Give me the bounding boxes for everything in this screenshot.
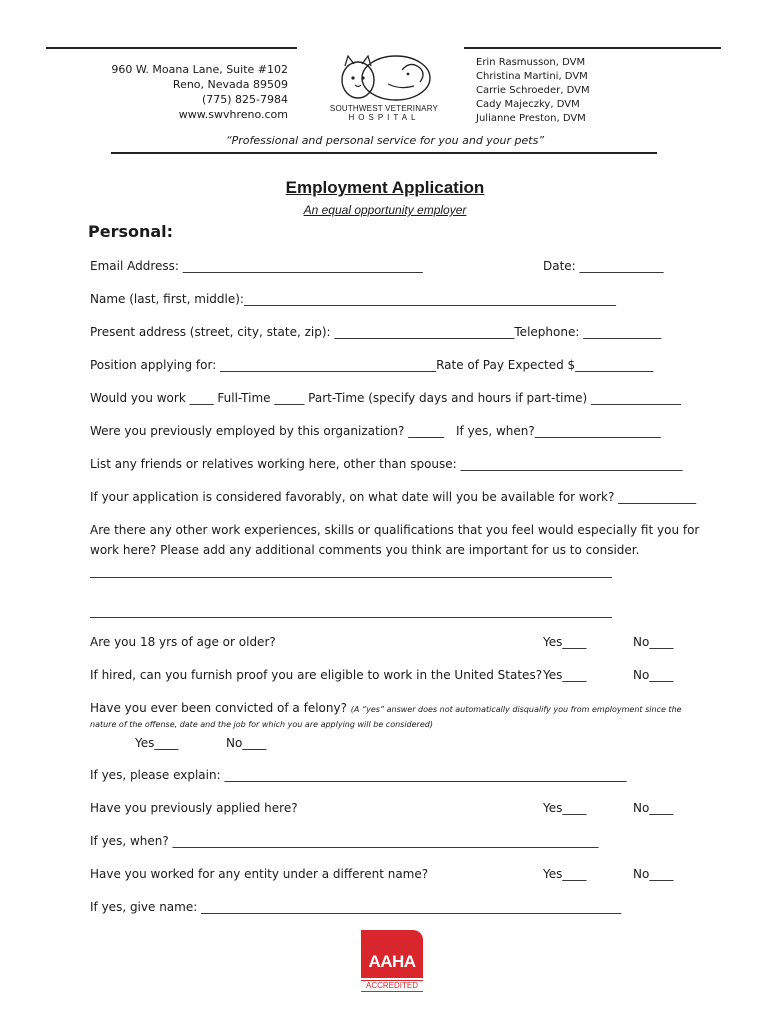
experience-question-cont: work here? Please add any additional comments you think are important for us to consider. xyxy=(90,543,640,557)
address-line: 960 W. Moana Lane, Suite #102 xyxy=(111,63,288,76)
felony-note-cont: nature of the offense, date and the job for which you are applying will be considered) xyxy=(90,720,433,729)
email-field[interactable]: Email Address: ________________________________________ xyxy=(90,259,423,273)
felony-no-field[interactable]: No____ xyxy=(226,736,267,750)
address-telephone-field[interactable]: Present address (street, city, state, zip): ______________________________Telephone: _____________ xyxy=(90,325,662,339)
comments-line-1[interactable]: _______________________________________________________________________________________ xyxy=(90,564,612,578)
work-type-field[interactable]: Would you work ____ Full-Time _____ Part-Time (specify days and hours if part-time) _______________ xyxy=(90,391,682,405)
previously-employed-field[interactable]: Were you previously employed by this organization? ______ xyxy=(90,424,445,438)
work-eligibility-question: If hired, can you furnish proof you are eligible to work in the United States? xyxy=(90,668,543,682)
friends-relatives-field[interactable]: List any friends or relatives working here, other than spouse: _____________________________________ xyxy=(90,457,683,471)
aaha-badge-text: AAHA xyxy=(368,952,416,971)
experience-question: Are there any other work experiences, skills or qualifications that you feel would especially fit you for xyxy=(90,523,700,537)
doctor-list xyxy=(476,56,590,126)
applied-yes-field[interactable]: Yes____ xyxy=(543,801,587,815)
phone-number: (775) 825-7984 xyxy=(201,93,288,106)
header-rule-bottom xyxy=(111,152,657,154)
age-yes-field[interactable]: Yes____ xyxy=(543,635,587,649)
header-rule-left xyxy=(46,47,297,49)
aaha-accredited-badge xyxy=(361,930,423,994)
clinic-address xyxy=(100,62,288,122)
tagline: “Professional and personal service for you and your pets” xyxy=(225,134,545,147)
felony-yes-field[interactable]: Yes____ xyxy=(135,736,179,750)
comments-line-2[interactable]: _______________________________________________________________________________________ xyxy=(90,604,612,618)
header-rule-right xyxy=(464,47,721,49)
age-no-field[interactable]: No____ xyxy=(633,635,674,649)
age-question: Are you 18 yrs of age or older? xyxy=(90,635,276,649)
address-line: Reno, Nevada 89509 xyxy=(172,78,288,91)
explain-field[interactable]: If yes, please explain: ___________________________________________________________________ xyxy=(90,768,627,782)
page-title: Employment Application xyxy=(285,178,485,197)
applied-before-question: Have you previously applied here? xyxy=(90,801,298,815)
name-field[interactable]: Name (last, first, middle):______________________________________________________________ xyxy=(90,292,616,306)
clinic-logo-name xyxy=(328,104,440,122)
applied-when-field[interactable]: If yes, when? _______________________________________________________________________ xyxy=(90,834,599,848)
felony-note: (A “yes” answer does not automatically disqualify you from employment since the xyxy=(350,705,682,714)
doctor-name: Julianne Preston, DVM xyxy=(476,113,586,124)
aaha-badge-subtext: ACCREDITED xyxy=(361,980,423,992)
doctor-name: Erin Rasmusson, DVM xyxy=(476,57,586,68)
give-name-field[interactable]: If yes, give name: ______________________________________________________________________ xyxy=(90,900,622,914)
different-name-question: Have you worked for any entity under a different name? xyxy=(90,867,429,881)
eligibility-no-field[interactable]: No____ xyxy=(633,668,674,682)
doctor-name: Christina Martini, DVM xyxy=(476,71,588,82)
date-field[interactable]: Date: ______________ xyxy=(543,259,664,273)
availability-date-field[interactable]: If your application is considered favorably, on what date will you be available for work? _____________ xyxy=(90,490,697,504)
doctor-name: Carrie Schroeder, DVM xyxy=(476,85,590,96)
page-subtitle: An equal opportunity employer xyxy=(303,203,467,217)
different-name-yes-field[interactable]: Yes____ xyxy=(543,867,587,881)
eligibility-yes-field[interactable]: Yes____ xyxy=(543,668,587,682)
previously-employed-when-field[interactable]: If yes, when?_____________________ xyxy=(456,424,661,438)
logo-name-line-2: HOSPITAL xyxy=(348,113,420,122)
website: www.swvhreno.com xyxy=(178,108,288,121)
logo-name-line-1: SOUTHWEST VETERINARY xyxy=(329,104,439,113)
felony-question-text: Have you ever been convicted of a felony? xyxy=(90,701,347,715)
applied-no-field[interactable]: No____ xyxy=(633,801,674,815)
felony-question xyxy=(90,701,682,715)
different-name-no-field[interactable]: No____ xyxy=(633,867,674,881)
position-pay-field[interactable]: Position applying for: ____________________________________Rate of Pay Expected $_____________ xyxy=(90,358,654,372)
section-heading-personal: Personal: xyxy=(88,222,174,241)
doctor-name: Cady Majeczky, DVM xyxy=(476,99,580,110)
